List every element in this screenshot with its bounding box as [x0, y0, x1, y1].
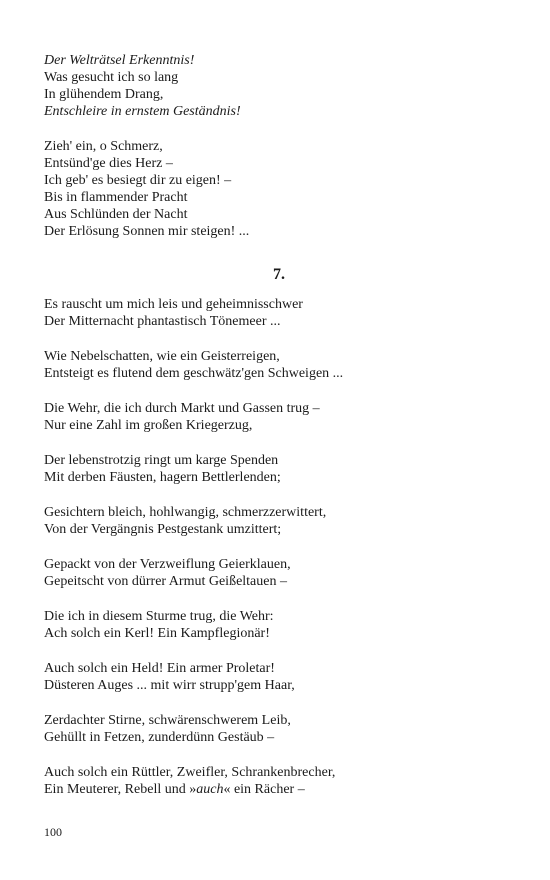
- verse-text: Gesichtern bleich, hohlwangig, schmerzzerwittert,: [44, 505, 327, 520]
- verse-line: Bis in flammender Pracht: [44, 190, 188, 205]
- verse-line: Entsünd'ge dies Herz –: [44, 156, 173, 171]
- stanza: [44, 400, 514, 434]
- verse-text: Der Mitternacht phantastisch Tönemeer ...: [44, 314, 281, 329]
- stanza: [44, 348, 514, 382]
- verse-text: Gepackt von der Verzweiflung Geierklauen,: [44, 557, 291, 572]
- verse-text: Ach solch ein Kerl! Ein Kampflegionär!: [44, 626, 270, 641]
- verse-line: [44, 660, 514, 677]
- stanza: [44, 556, 514, 590]
- stanza: [44, 138, 514, 240]
- verse-text: Zerdachter Stirne, schwärenschwerem Leib,: [44, 713, 291, 728]
- stanza: [44, 52, 514, 120]
- verse-line: [44, 365, 514, 382]
- stanza: [44, 296, 514, 330]
- page-body: [44, 52, 514, 816]
- verse-line: In glühendem Drang,: [44, 87, 164, 102]
- stanza: [44, 712, 514, 746]
- verse-line: [44, 608, 514, 625]
- verse-text: Nur eine Zahl im großen Kriegerzug,: [44, 418, 253, 433]
- verse-line: [44, 296, 514, 313]
- verse-line: [44, 400, 514, 417]
- verse-line: Was gesucht ich so lang: [44, 70, 179, 85]
- section-heading: 7.: [273, 266, 285, 283]
- verse-text: « ein Rächer –: [223, 782, 305, 797]
- verse-line: [44, 556, 514, 573]
- poem-main: [44, 296, 514, 798]
- verse-line: Zieh' ein, o Schmerz,: [44, 139, 163, 154]
- verse-line: [44, 781, 514, 798]
- verse-text: Auch solch ein Rüttler, Zweifler, Schrankenbrecher,: [44, 765, 336, 780]
- verse-text: Gepeitscht von dürrer Armut Geißeltauen –: [44, 574, 287, 589]
- poem-continued: [44, 52, 514, 240]
- verse-text: Ein Meuterer, Rebell und »: [44, 782, 197, 797]
- verse-line: [44, 712, 514, 729]
- verse-line: [44, 452, 514, 469]
- verse-text: Die Wehr, die ich durch Markt und Gassen trug –: [44, 401, 320, 416]
- verse-line: [44, 677, 514, 694]
- stanza: [44, 764, 514, 798]
- verse-line: [44, 521, 514, 538]
- verse-line: [44, 417, 514, 434]
- verse-line: [44, 729, 514, 746]
- verse-line: Entschleire in ernstem Geständnis!: [44, 104, 241, 119]
- verse-line: Der Erlösung Sonnen mir steigen! ...: [44, 224, 250, 239]
- verse-line: [44, 573, 514, 590]
- verse-text: Entsteigt es flutend dem geschwätz'gen Schweigen ...: [44, 366, 344, 381]
- verse-text: Düsteren Auges ... mit wirr strupp'gem Haar,: [44, 678, 295, 693]
- verse-text: Die ich in diesem Sturme trug, die Wehr:: [44, 609, 274, 624]
- verse-text: Wie Nebelschatten, wie ein Geisterreigen,: [44, 349, 280, 364]
- emphasized-word: auch: [196, 782, 224, 797]
- verse-text: Mit derben Fäusten, hagern Bettlerlenden;: [44, 470, 281, 485]
- verse-line: [44, 504, 514, 521]
- verse-line: Aus Schlünden der Nacht: [44, 207, 188, 222]
- verse-line: [44, 348, 514, 365]
- stanza: [44, 504, 514, 538]
- verse-line: [44, 625, 514, 642]
- verse-line: [44, 469, 514, 486]
- verse-text: Auch solch ein Held! Ein armer Proletar!: [44, 661, 275, 676]
- verse-text: Von der Vergängnis Pestgestank umzittert;: [44, 522, 282, 537]
- verse-line: Der Welträtsel Erkenntnis!: [44, 53, 195, 68]
- verse-text: Es rauscht um mich leis und geheimnisschwer: [44, 297, 303, 312]
- verse-text: Gehüllt in Fetzen, zunderdünn Gestäub –: [44, 730, 275, 745]
- page-number: 100: [44, 825, 62, 839]
- verse-line: [44, 764, 514, 781]
- verse-text: Der lebenstrotzig ringt um karge Spenden: [44, 453, 279, 468]
- verse-line: Ich geb' es besiegt dir zu eigen! –: [44, 173, 232, 188]
- stanza: [44, 452, 514, 486]
- verse-line: [44, 313, 514, 330]
- stanza: [44, 608, 514, 642]
- stanza: [44, 660, 514, 694]
